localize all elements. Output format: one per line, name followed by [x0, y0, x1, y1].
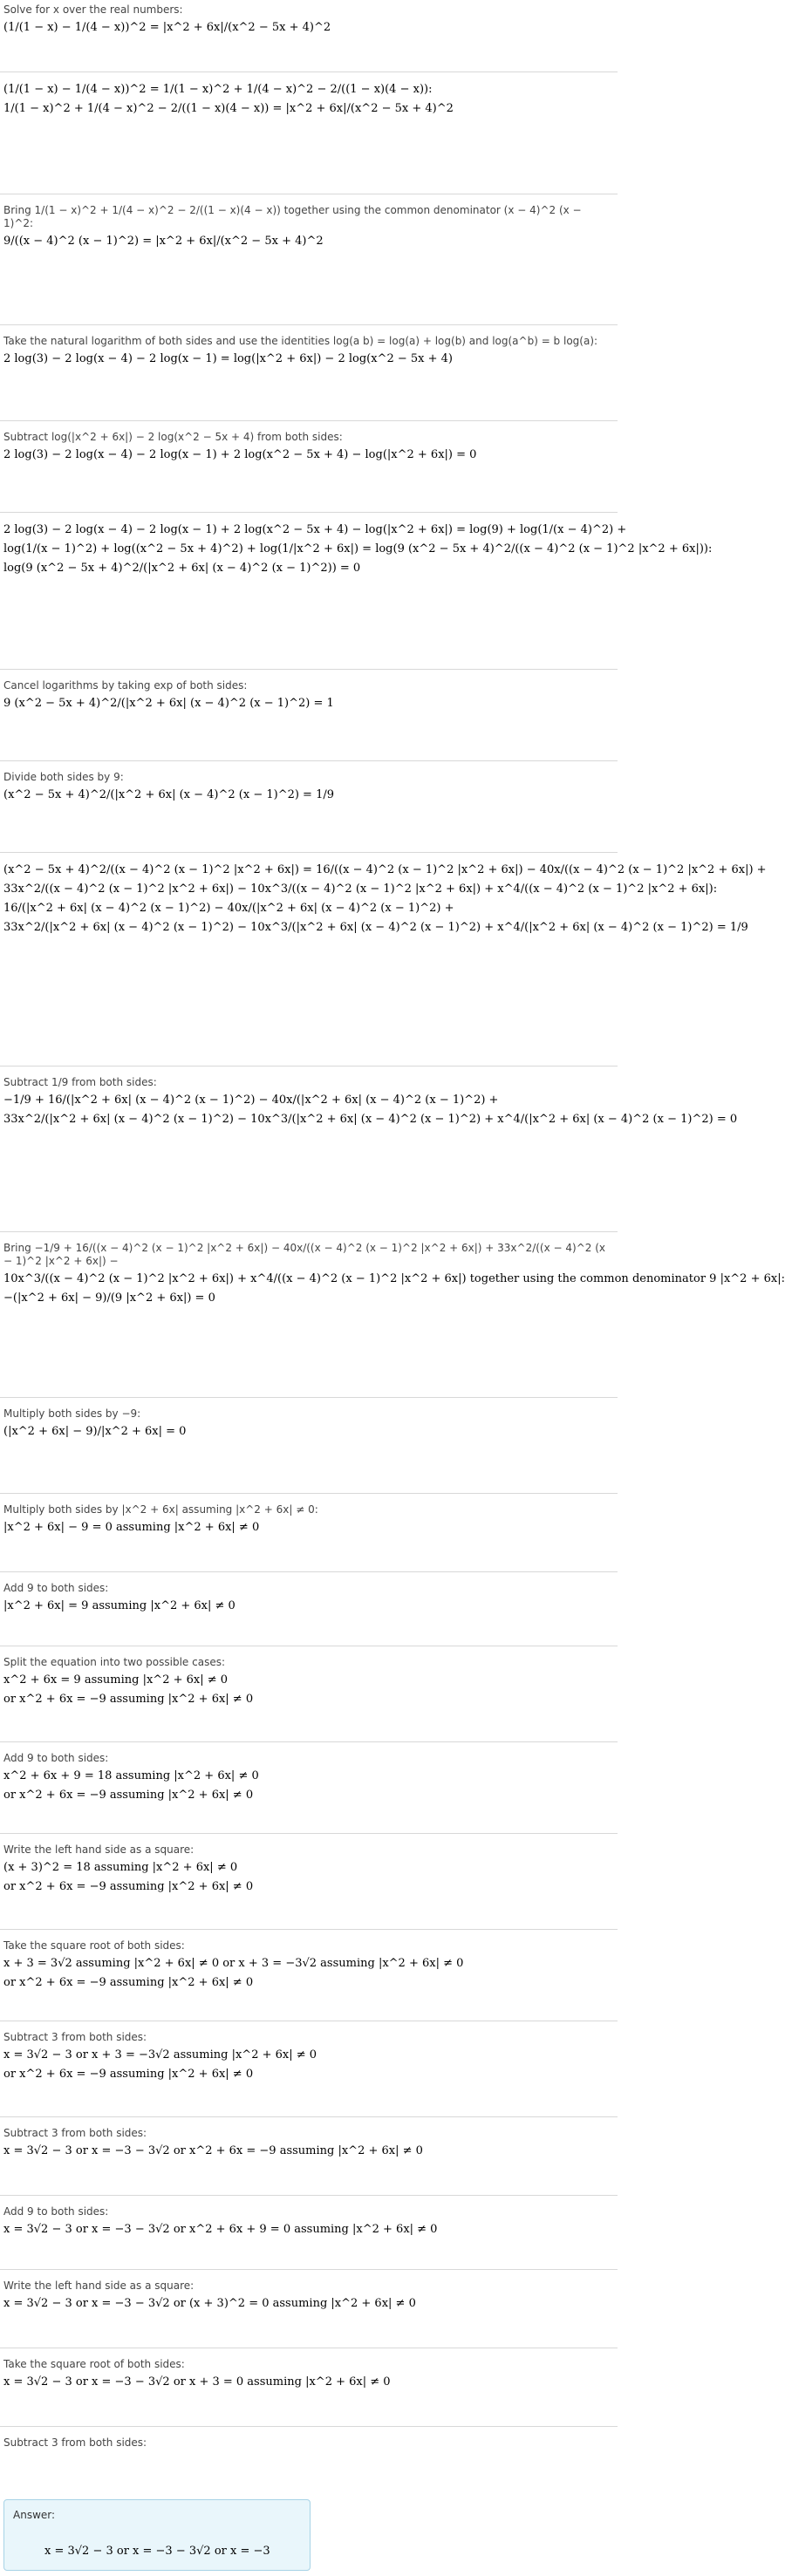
solution-step: [0, 2276, 618, 2312]
solution-step: [0, 1748, 618, 1803]
step-divider: [0, 1066, 618, 1067]
math-line: x^2 + 6x = 9 assuming |x^2 + 6x| ≠ 0: [3, 1673, 229, 1687]
math-line: (x^2 − 5x + 4)^2/(|x^2 + 6x| (x − 4)^2 (x − 1)^2) = 1/9: [3, 788, 335, 801]
step-divider: [0, 1231, 618, 1232]
step-caption: Take the natural logarithm of both sides and use the identities log(a b) = log(a) + log(b) and log(a^b) = b log(a):: [3, 335, 598, 347]
math-line: or x^2 + 6x = −9 assuming |x^2 + 6x| ≠ 0: [3, 1976, 254, 1989]
solution-step: [0, 1653, 618, 1707]
math-line: x = 3√2 − 3 or x = −3 − 3√2 or x^2 + 6x = −9 assuming |x^2 + 6x| ≠ 0: [3, 2144, 423, 2157]
solution-step: [0, 859, 767, 936]
step-divider: [0, 1929, 618, 1930]
step-caption: Take the square root of both sides:: [3, 2358, 185, 2370]
step-caption: Subtract 1/9 from both sides:: [3, 1076, 157, 1088]
step-divider: [0, 2195, 618, 2196]
step-divider: [0, 669, 618, 670]
solution-step: [0, 78, 618, 117]
solution-step: [0, 1238, 785, 1306]
step-divider: [0, 2426, 618, 2427]
step-divider: [0, 852, 618, 853]
step-caption: Multiply both sides by |x^2 + 6x| assuming |x^2 + 6x| ≠ 0:: [3, 1503, 318, 1516]
solution-step: [0, 201, 618, 249]
math-line: or x^2 + 6x = −9 assuming |x^2 + 6x| ≠ 0: [3, 1789, 254, 1802]
math-line: |x^2 + 6x| − 9 = 0 assuming |x^2 + 6x| ≠ 0: [3, 1521, 260, 1534]
math-line: 9 (x^2 − 5x + 4)^2/(|x^2 + 6x| (x − 4)^2 (x − 1)^2) = 1: [3, 697, 334, 710]
step-divider: [0, 512, 618, 513]
step-divider: [0, 1741, 618, 1742]
solution-step: [0, 427, 618, 463]
step-caption: Write the left hand side as a square:: [3, 2280, 195, 2292]
step-caption: Cancel logarithms by taking exp of both sides:: [3, 679, 248, 692]
solution-step: [0, 2123, 618, 2159]
math-line: 1/(1 − x)^2 + 1/(4 − x)^2 − 2/((1 − x)(4 − x)) = |x^2 + 6x|/(x^2 − 5x + 4)^2: [3, 102, 454, 115]
step-caption: Add 9 to both sides:: [3, 1752, 109, 1764]
step-caption: Bring −1/9 + 16/((x − 4)^2 (x − 1)^2 |x^2 + 6x|) − 40x/((x − 4)^2 (x − 1)^2 |x^2 + 6x|) + 33x^2/((x − 4)^2 (x − 1)^2 |x^2 + 6x|) −: [3, 1242, 606, 1267]
step-caption: Divide both sides by 9:: [3, 771, 124, 783]
step-divider: [0, 1571, 618, 1572]
step-divider: [0, 1397, 618, 1398]
math-line: (|x^2 + 6x| − 9)/|x^2 + 6x| = 0: [3, 1425, 187, 1438]
math-line: x = 3√2 − 3 or x = −3 − 3√2 or (x + 3)^2 = 0 assuming |x^2 + 6x| ≠ 0: [3, 2297, 416, 2310]
step-caption: Subtract 3 from both sides:: [3, 2031, 147, 2043]
step-divider: [0, 324, 618, 325]
solution-step: [0, 519, 713, 576]
math-line: 33x^2/(|x^2 + 6x| (x − 4)^2 (x − 1)^2) − 10x^3/(|x^2 + 6x| (x − 4)^2 (x − 1)^2) + x^4/(|x^2 + 6x| (x − 4)^2 (x − 1)^2) = 0: [3, 1113, 738, 1126]
step-caption: Multiply both sides by −9:: [3, 1407, 141, 1420]
answer-box: [3, 2499, 311, 2571]
solution-step: [0, 676, 618, 712]
math-line: x = 3√2 − 3 or x + 3 = −3√2 assuming |x^2 + 6x| ≠ 0: [3, 2048, 317, 2061]
solution-step: [0, 2027, 618, 2082]
math-line: (1/(1 − x) − 1/(4 − x))^2 = 1/(1 − x)^2 + 1/(4 − x)^2 − 2/((1 − x)(4 − x)):: [3, 83, 433, 96]
step-caption: Take the square root of both sides:: [3, 1939, 185, 1952]
math-line: 9/((x − 4)^2 (x − 1)^2) = |x^2 + 6x|/(x^2 − 5x + 4)^2: [3, 235, 324, 248]
solution-step: [0, 1073, 738, 1128]
step-caption: Bring 1/(1 − x)^2 + 1/(4 − x)^2 − 2/((1 − x)(4 − x)) together using the common denominator (x − 4)^2 (x − 1)^2:: [3, 204, 582, 229]
math-line: or x^2 + 6x = −9 assuming |x^2 + 6x| ≠ 0: [3, 2068, 254, 2081]
solution-step: [0, 331, 618, 367]
math-line: 2 log(3) − 2 log(x − 4) − 2 log(x − 1) + 2 log(x^2 − 5x + 4) − log(|x^2 + 6x|) = 0: [3, 448, 477, 461]
step-divider: [0, 1833, 618, 1834]
step-caption: Add 9 to both sides:: [3, 2205, 109, 2218]
step-divider: [0, 420, 618, 421]
math-line: (x + 3)^2 = 18 assuming |x^2 + 6x| ≠ 0: [3, 1861, 238, 1874]
step-caption: Split the equation into two possible cases:: [3, 1656, 225, 1668]
step-divider: [0, 2269, 618, 2270]
solution-step: [0, 0, 618, 36]
math-line: (x^2 − 5x + 4)^2/((x − 4)^2 (x − 1)^2 |x^2 + 6x|) = 16/((x − 4)^2 (x − 1)^2 |x^2 + 6x|) − 40x/((x − 4)^2 (x − 1)^2 |x^2 + 6x|) +: [3, 863, 767, 876]
math-line: (1/(1 − x) − 1/(4 − x))^2 = |x^2 + 6x|/(x^2 − 5x + 4)^2: [3, 21, 331, 34]
solution-step: [0, 2355, 618, 2390]
math-line: log(1/(x − 1)^2) + log((x^2 − 5x + 4)^2) + log(1/|x^2 + 6x|) = log(9 (x^2 − 5x + 4)^2/((x − 4)^2 (x − 1)^2 |x^2 + 6x|)):: [3, 542, 713, 555]
math-line: x + 3 = 3√2 assuming |x^2 + 6x| ≠ 0 or x + 3 = −3√2 assuming |x^2 + 6x| ≠ 0: [3, 1957, 464, 1970]
solution-step: [0, 1840, 618, 1895]
solution-step: [0, 767, 618, 803]
math-line: 33x^2/((x − 4)^2 (x − 1)^2 |x^2 + 6x|) − 10x^3/((x − 4)^2 (x − 1)^2 |x^2 + 6x|) + x^4/((x − 4)^2 (x − 1)^2 |x^2 + 6x|):: [3, 883, 718, 896]
math-line: x^2 + 6x + 9 = 18 assuming |x^2 + 6x| ≠ 0: [3, 1769, 259, 1782]
math-line: or x^2 + 6x = −9 assuming |x^2 + 6x| ≠ 0: [3, 1880, 254, 1893]
answer-label: Answer:: [13, 2509, 56, 2521]
step-divider: [0, 760, 618, 761]
step-caption: Add 9 to both sides:: [3, 1582, 109, 1594]
math-line: −1/9 + 16/(|x^2 + 6x| (x − 4)^2 (x − 1)^2) − 40x/(|x^2 + 6x| (x − 4)^2 (x − 1)^2) +: [3, 1094, 499, 1107]
solution-step: [0, 1404, 618, 1440]
solution-step: [0, 2202, 618, 2238]
math-line: 2 log(3) − 2 log(x − 4) − 2 log(x − 1) + 2 log(x^2 − 5x + 4) − log(|x^2 + 6x|) = log(9) + log(1/(x − 4)^2) +: [3, 523, 627, 536]
step-caption: Write the left hand side as a square:: [3, 1843, 195, 1856]
solution-step: [0, 2433, 618, 2450]
math-line: 16/(|x^2 + 6x| (x − 4)^2 (x − 1)^2) − 40x/(|x^2 + 6x| (x − 4)^2 (x − 1)^2) +: [3, 902, 454, 915]
math-line: 2 log(3) − 2 log(x − 4) − 2 log(x − 1) = log(|x^2 + 6x|) − 2 log(x^2 − 5x + 4): [3, 352, 453, 365]
solution-step: [0, 1578, 618, 1614]
math-line: 10x^3/((x − 4)^2 (x − 1)^2 |x^2 + 6x|) + x^4/((x − 4)^2 (x − 1)^2 |x^2 + 6x|) together using the common denominator 9 |x^2 + 6x|:: [3, 1272, 785, 1285]
math-line: log(9 (x^2 − 5x + 4)^2/(|x^2 + 6x| (x − 4)^2 (x − 1)^2)) = 0: [3, 562, 361, 575]
math-line: x = 3√2 − 3 or x = −3 − 3√2 or x^2 + 6x + 9 = 0 assuming |x^2 + 6x| ≠ 0: [3, 2223, 438, 2236]
step-caption: Solve for x over the real numbers:: [3, 3, 183, 16]
step-divider: [0, 2116, 618, 2117]
math-line: |x^2 + 6x| = 9 assuming |x^2 + 6x| ≠ 0: [3, 1599, 236, 1612]
step-caption: Subtract log(|x^2 + 6x|) − 2 log(x^2 − 5x + 4) from both sides:: [3, 431, 343, 443]
step-caption: Subtract 3 from both sides:: [3, 2436, 147, 2449]
step-caption: Subtract 3 from both sides:: [3, 2127, 147, 2139]
math-line: 33x^2/(|x^2 + 6x| (x − 4)^2 (x − 1)^2) − 10x^3/(|x^2 + 6x| (x − 4)^2 (x − 1)^2) + x^4/(|x^2 + 6x| (x − 4)^2 (x − 1)^2) = 1/9: [3, 921, 748, 934]
solution-step: [0, 1936, 618, 1991]
math-line: x = 3√2 − 3 or x = −3 − 3√2 or x + 3 = 0 assuming |x^2 + 6x| ≠ 0: [3, 2375, 391, 2389]
math-line: −(|x^2 + 6x| − 9)/(9 |x^2 + 6x|) = 0: [3, 1291, 215, 1305]
solution-step: [0, 1500, 618, 1536]
math-line: or x^2 + 6x = −9 assuming |x^2 + 6x| ≠ 0: [3, 1693, 254, 1706]
answer-math: x = 3√2 − 3 or x = −3 − 3√2 or x = −3: [44, 2545, 270, 2558]
step-divider: [0, 1493, 618, 1494]
